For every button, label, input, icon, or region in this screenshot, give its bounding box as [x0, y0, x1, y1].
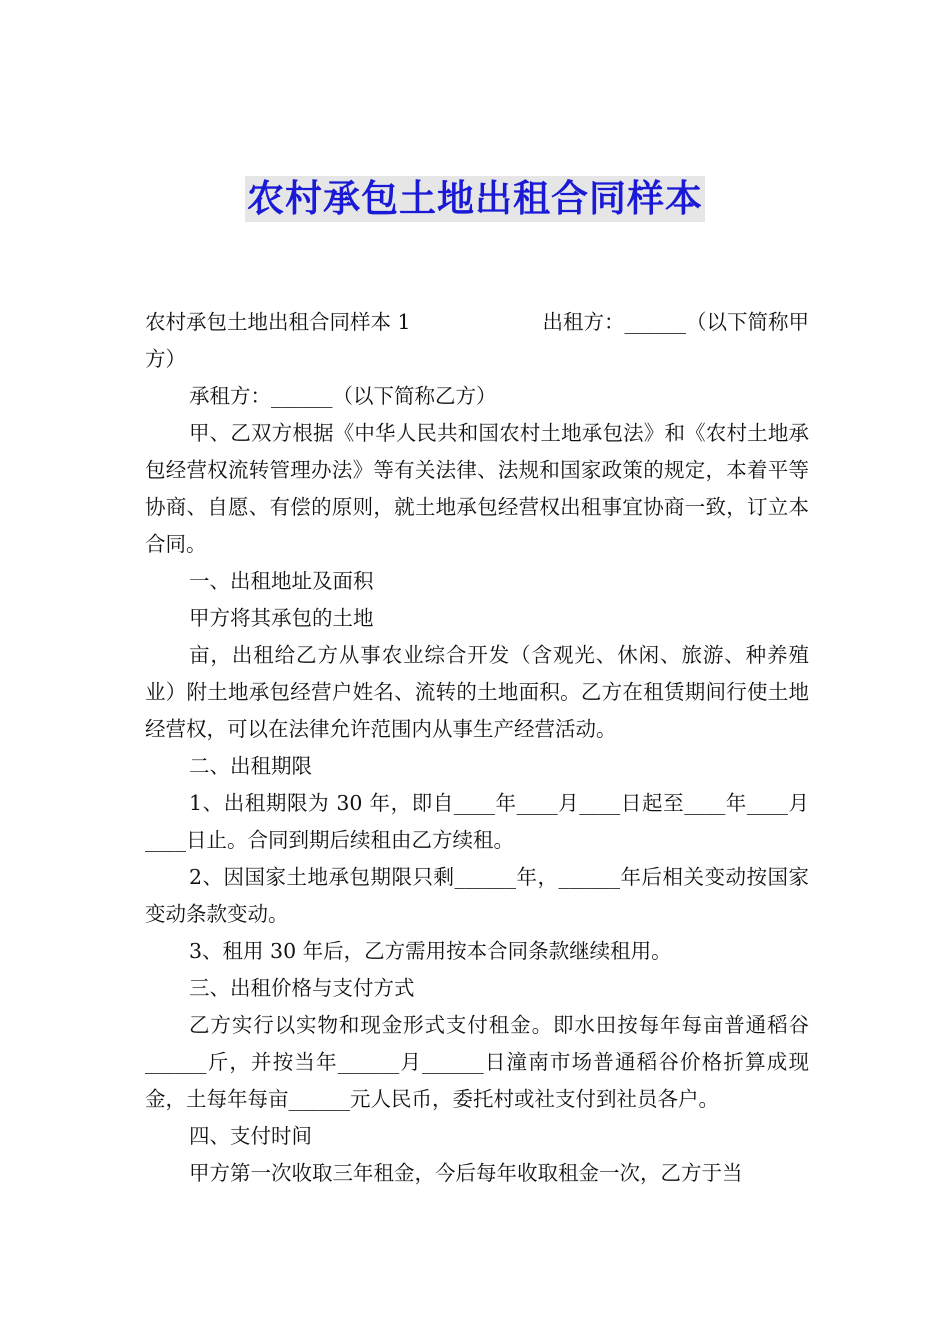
paragraph: 乙方实行以实物和现金形式支付租金。即水田按每年每亩普通稻谷______斤，并按当年______月______日潼南市场普通稻谷价格折算成现金，土每年每亩______元人民币，委托村或社支付到社员各户。 [145, 1013, 809, 1111]
paragraph: 甲方将其承包的土地 [189, 606, 374, 630]
document-title-wrap [0, 176, 950, 222]
paragraph: 1、出租期限为 30 年，即自____年____月____日起至____年____月____日止。合同到期后续租由乙方续租。 [145, 791, 809, 852]
section-heading: 三、出租价格与支付方式 [189, 976, 415, 1000]
section-heading: 四、支付时间 [189, 1124, 312, 1148]
section-heading: 二、出租期限 [189, 754, 312, 778]
paragraph: 甲、乙双方根据《中华人民共和国农村土地承包法》和《农村土地承包经营权流转管理办法》等有关法律、法规和国家政策的规定，本着平等协商、自愿、有偿的原则，就土地承包经营权出租事宜协商一致，订立本合同。 [145, 421, 809, 556]
paragraph: 2、因国家土地承包期限只剩______年，______年后相关变动按国家变动条款变动。 [145, 865, 809, 926]
first-line [145, 304, 809, 341]
paragraph: 3、租用 30 年后，乙方需用按本合同条款继续租用。 [189, 939, 672, 963]
section-heading: 一、出租地址及面积 [189, 569, 374, 593]
paragraph: 亩，出租给乙方从事农业综合开发（含观光、休闲、旅游、种养殖业）附土地承包经营户姓名、流转的土地面积。乙方在租赁期间行使土地经营权，可以在法律允许范围内从事生产经营活动。 [145, 643, 809, 741]
lessor-line: 出租方：______（以下简称甲 [542, 310, 809, 334]
paragraph: 甲方第一次收取三年租金，今后每年收取租金一次，乙方于当 [189, 1161, 743, 1185]
document-title: 农村承包土地出租合同样本 [247, 177, 703, 220]
paragraph: 承租方：______（以下简称乙方） [189, 384, 497, 408]
sample-heading: 农村承包土地出租合同样本 1 [145, 310, 411, 334]
document-body [145, 304, 809, 1192]
paragraph: 方） [145, 347, 186, 371]
